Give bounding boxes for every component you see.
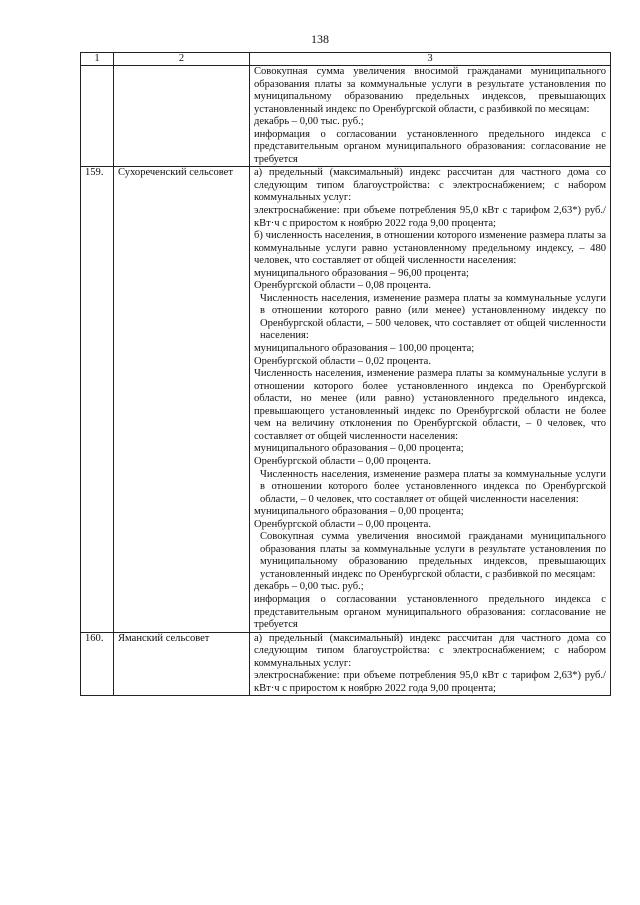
description-line: Оренбургской области – 0,08 процента. [254,280,431,292]
description-line: Совокупная сумма увеличения вносимой гражданами муниципального образования платы за коммунальные услуги в результате установления по муниципальному образованию предельных индексов, превышающих установленный индекс по Оренбургской области, с разбивкой по месяцам: [254,66,606,115]
description-line: декабрь – 0,00 тыс. руб.; [254,116,364,128]
description-line: Совокупная сумма увеличения вносимой гражданами муниципального образования платы за коммунальные услуги в результате установления по муниципальному образованию предельных индексов, превышающих установленный индекс по Оренбургской области, с разбивкой по месяцам: [260,531,606,580]
page-number: 138 [311,32,329,46]
description-line: а) предельный (максимальный) индекс рассчитан для частного дома со следующим типом благоустройства: с электроснабжением; с набором коммунальных услуг: [254,632,606,669]
row-description [250,66,611,167]
row-number: 160. [81,632,114,696]
row-number: 159. [81,167,114,632]
description-line: б) численность населения, в отношении которого изменение размера платы за коммунальные услуги равно установленному предельному индексу, – 480 человек, что составляет от общей численности населения: [254,230,606,267]
description-line: электроснабжение: при объеме потребления 95,0 кВт с тарифом 2,63*) руб./кВт·ч с приростом к ноябрю 2022 года 9,00 процента; [254,670,606,694]
description-line: муниципального образования – 100,00 процента; [254,343,475,355]
description-line: Численность населения, изменение размера платы за коммунальные услуги в отношении которого более установленного индекса по Оренбургской области, но менее (или равно) установленного предельного индекса, превышающего установленный индекс по Оренбургской области не более чем на величину отклонения по Оренбургской области, – 0 человек, что составляет от общей численности населения: [254,368,606,442]
tariff-table [80,52,611,696]
description-line: Оренбургской области – 0,00 процента. [254,518,431,530]
description-line: муниципального образования – 96,00 процента; [254,267,469,279]
table-header-row [81,53,611,66]
table-row [81,66,611,167]
header-col-1: 1 [81,53,114,66]
municipality-name [114,66,250,167]
description-line: декабрь – 0,00 тыс. руб.; [254,581,364,593]
description-line: муниципального образования – 0,00 процента; [254,443,464,455]
header-col-2: 2 [114,53,250,66]
description-line: муниципального образования – 0,00 процента; [254,506,464,518]
header-col-3: 3 [250,53,611,66]
description-line: а) предельный (максимальный) индекс рассчитан для частного дома со следующим типом благоустройства: с электроснабжением; с набором коммунальных услуг: [254,167,606,204]
row-number [81,66,114,167]
description-line: Численность населения, изменение размера платы за коммунальные услуги в отношении которого более установленного индекса по Оренбургской области, – 0 человек, что составляет от общей численности населения: [260,468,606,505]
municipality-name: Яманский сельсовет [114,632,250,696]
description-line: Оренбургской области – 0,02 процента. [254,355,431,367]
row-description [250,167,611,632]
row-description [250,632,611,696]
table-row [81,632,611,696]
description-line: информация о согласовании установленного предельного индекса с представительным органом муниципального образования: согласование не требуется [254,128,606,165]
table-row [81,167,611,632]
description-line: Оренбургской области – 0,00 процента. [254,455,431,467]
description-line: электроснабжение: при объеме потребления 95,0 кВт с тарифом 2,63*) руб./кВт·ч с приростом к ноябрю 2022 года 9,00 процента; [254,205,606,229]
municipality-name: Сухореченский сельсовет [114,167,250,632]
description-line: информация о согласовании установленного предельного индекса с представительным органом муниципального образования: согласование не требуется [254,593,606,631]
description-line: Численность населения, изменение размера платы за коммунальные услуги в отношении которого равно (или менее) установленному индексу по Оренбургской области, – 500 человек, что составляет от общей численности населения: [260,292,606,342]
